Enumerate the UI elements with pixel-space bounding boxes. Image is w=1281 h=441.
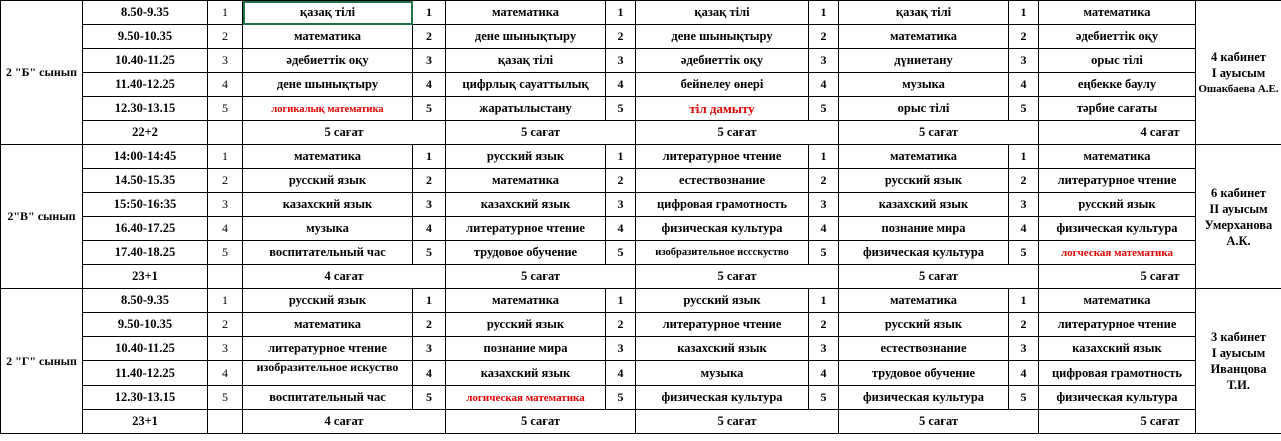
lesson-number-cell[interactable]: 1 [208,289,243,313]
lesson-number-cell[interactable]: 5 [606,97,636,121]
lesson-number-cell[interactable]: 4 [413,73,446,97]
lesson-number-cell[interactable]: 2 [809,313,839,337]
lesson-number-cell[interactable]: 3 [809,337,839,361]
lesson-number-cell[interactable]: 4 [606,73,636,97]
lesson-number-cell[interactable]: 3 [208,49,243,73]
subject-cell[interactable]: қазақ тілі [839,1,1009,25]
subject-cell[interactable]: русский язык [243,289,413,313]
subject-cell[interactable]: қазақ тілі [636,1,809,25]
lesson-number-cell[interactable]: 5 [606,386,636,410]
lesson-number-cell[interactable]: 4 [413,361,446,386]
subject-cell[interactable] [1039,241,1196,265]
subject-cell[interactable]: казахский язык [839,193,1009,217]
lesson-number-cell[interactable]: 4 [809,361,839,386]
lesson-number-cell[interactable]: 1 [413,1,446,25]
lesson-number-cell[interactable]: 3 [809,193,839,217]
subject-cell[interactable]: казахский язык [446,193,606,217]
subject-cell[interactable]: русский язык [839,169,1009,193]
shift-label: II ауысым [1209,201,1268,216]
subject-cell[interactable]: изобразительное искуство [243,361,413,386]
time-cell[interactable]: 17.40-18.25 [83,241,208,265]
subject-cell[interactable]: цифровая грамотность [636,193,809,217]
time-cell[interactable]: 10.40-11.25 [83,49,208,73]
subject-cell[interactable]: русский язык [243,169,413,193]
subject-cell[interactable] [446,386,606,410]
subject-cell[interactable]: литературное чтение [636,145,809,169]
lesson-number-cell[interactable]: 1 [208,145,243,169]
subject-cell[interactable]: дене шынықтыру [446,25,606,49]
lesson-number-cell[interactable]: 5 [413,241,446,265]
lesson-number-cell[interactable]: 5 [208,241,243,265]
subject-cell[interactable]: дене шынықтыру [243,73,413,97]
subject-cell[interactable]: математика [243,313,413,337]
shift-label: I ауысым [1211,346,1266,360]
subject-cell[interactable]: литературное чтение [446,217,606,241]
room-label: 3 кабинет [1211,330,1266,344]
lesson-number-cell[interactable]: 2 [606,169,636,193]
empty-cell[interactable] [208,265,243,289]
day-total-cell[interactable]: 4 сағат [1039,121,1281,145]
time-cell[interactable]: 15:50-16:35 [83,193,208,217]
lesson-number-cell[interactable]: 1 [1009,289,1039,313]
subject-cell[interactable]: қазақ тілі [446,49,606,73]
subject-cell[interactable]: физическая культура [636,217,809,241]
subject-cell[interactable]: математика [446,169,606,193]
day-total-cell[interactable]: 5 сағат [243,121,446,145]
time-cell[interactable]: 11.40-12.25 [83,361,208,386]
class-name-cell[interactable]: 2"В" сынып [1,145,83,289]
totals-row [1,121,1281,145]
table-row [1,289,1281,313]
lesson-number-cell[interactable]: 2 [208,25,243,49]
subject-cell[interactable]: казахский язык [446,361,606,386]
lesson-number-cell[interactable]: 4 [1009,361,1039,386]
subject-cell[interactable]: математика [446,1,606,25]
day-total-cell[interactable]: 5 сағат [446,121,636,145]
highlighted-subject: логческая математика [1060,247,1174,259]
lesson-number-cell[interactable]: 4 [1009,73,1039,97]
lesson-number-cell[interactable]: 3 [413,193,446,217]
totals-row [1,265,1281,289]
highlighted-subject: логикалық математика [271,104,384,115]
time-cell[interactable]: 8.50-9.35 [83,1,208,25]
subject-cell[interactable]: әдебиеттік оқу [636,49,809,73]
subject-cell[interactable]: физическая культура [1039,217,1196,241]
subject-cell[interactable]: математика [1039,289,1196,313]
lesson-number-cell[interactable]: 5 [606,241,636,265]
subject-cell[interactable]: познание мира [839,217,1009,241]
table-row [1,361,1281,386]
subject-cell[interactable]: литературное чтение [1039,313,1196,337]
day-total-cell[interactable]: 4 сағат [243,265,446,289]
subject-cell[interactable]: әдебиеттік оқу [243,49,413,73]
lesson-number-cell[interactable]: 4 [208,73,243,97]
empty-cell[interactable] [208,410,243,434]
lesson-number-cell[interactable]: 3 [809,49,839,73]
subject-cell[interactable]: естествознание [839,337,1009,361]
subject-cell[interactable] [243,97,413,121]
lesson-number-cell[interactable]: 1 [413,289,446,313]
subject-cell[interactable]: литературное чтение [1039,169,1196,193]
subject-cell[interactable]: математика [1039,1,1196,25]
highlighted-subject: тіл дамыту [689,100,755,116]
lesson-number-cell[interactable]: 3 [606,49,636,73]
room-label: 6 кабинет [1211,185,1266,200]
teacher-initials-label: А.К. [1226,233,1251,248]
table-row [1,1,1281,25]
lesson-number-cell[interactable]: 1 [208,1,243,25]
lesson-number-cell[interactable]: 1 [809,1,839,25]
subject-cell[interactable]: математика [243,145,413,169]
subject-cell[interactable]: математика [839,25,1009,49]
subject-cell[interactable]: трудовое обучение [446,241,606,265]
lesson-number-cell[interactable]: 3 [208,337,243,361]
lesson-number-cell[interactable]: 2 [1009,25,1039,49]
subject-cell[interactable]: орыс тілі [1039,49,1196,73]
lesson-number-cell[interactable]: 2 [606,313,636,337]
day-total-cell[interactable]: 5 сағат [1039,410,1281,434]
subject-cell[interactable]: математика [1039,145,1196,169]
time-cell[interactable]: 9.50-10.35 [83,25,208,49]
subject-cell[interactable]: музыка [839,73,1009,97]
lesson-number-cell[interactable]: 2 [606,25,636,49]
time-cell[interactable]: 10.40-11.25 [83,337,208,361]
total-hours-cell[interactable]: 23+1 [83,410,208,434]
lesson-number-cell[interactable]: 2 [1009,169,1039,193]
lesson-number-cell[interactable]: 2 [809,169,839,193]
lesson-number-cell[interactable]: 1 [1009,145,1039,169]
lesson-number-cell[interactable]: 3 [413,337,446,361]
lesson-number-cell[interactable]: 1 [809,289,839,313]
lesson-number-cell[interactable]: 4 [208,361,243,386]
subject-cell[interactable]: еңбекке баулу [1039,73,1196,97]
lesson-number-cell[interactable]: 1 [606,1,636,25]
table-row [1,217,1281,241]
subject-cell[interactable]: бейнелеу өнері [636,73,809,97]
subject-cell[interactable]: қазақ тілі [243,1,413,25]
subject-cell[interactable]: музыка [636,361,809,386]
lesson-number-cell[interactable]: 1 [606,145,636,169]
table-row [1,73,1281,97]
subject-cell[interactable]: физическая культура [839,386,1009,410]
subject-cell[interactable]: воспитательный час [243,241,413,265]
time-cell[interactable]: 16.40-17.25 [83,217,208,241]
subject-cell[interactable]: тәрбие сағаты [1039,97,1196,121]
lesson-number-cell[interactable]: 1 [1009,1,1039,25]
table-row [1,193,1281,217]
shift-label: I ауысым [1211,65,1266,80]
time-cell[interactable]: 12.30-13.15 [83,386,208,410]
time-cell[interactable]: 11.40-12.25 [83,73,208,97]
lesson-number-cell[interactable]: 4 [809,73,839,97]
subject-cell[interactable]: русский язык [446,313,606,337]
lesson-number-cell[interactable]: 4 [413,217,446,241]
lesson-number-cell[interactable]: 2 [413,169,446,193]
subject-cell[interactable]: русский язык [446,145,606,169]
day-total-cell[interactable]: 5 сағат [446,410,636,434]
day-total-cell[interactable]: 5 сағат [839,410,1039,434]
table-row [1,145,1281,169]
time-cell[interactable]: 14.50-15.35 [83,169,208,193]
subject-cell[interactable]: математика [839,289,1009,313]
lesson-number-cell[interactable]: 5 [809,386,839,410]
subject-cell[interactable]: казахский язык [1039,337,1196,361]
subject-cell[interactable]: физическая культура [839,241,1009,265]
table-row [1,97,1281,121]
lesson-number-cell[interactable]: 2 [208,313,243,337]
lesson-number-cell[interactable]: 2 [413,313,446,337]
day-total-cell[interactable]: 5 сағат [446,265,636,289]
lesson-number-cell[interactable]: 3 [606,193,636,217]
lesson-number-cell[interactable]: 2 [208,169,243,193]
lesson-number-cell[interactable]: 3 [606,337,636,361]
lesson-number-cell[interactable]: 5 [809,97,839,121]
subject-cell[interactable]: математика [446,289,606,313]
lesson-number-cell[interactable]: 5 [1009,386,1039,410]
subject-cell[interactable]: дене шынықтыру [636,25,809,49]
table-row [1,241,1281,265]
table-row [1,386,1281,410]
subject-cell[interactable]: литературное чтение [243,337,413,361]
teacher-label: Иванцова [1210,362,1267,376]
subject-cell[interactable]: литературное чтение [636,313,809,337]
class-name-cell[interactable]: 2 "Г" сынып [1,289,83,434]
subject-cell[interactable]: физическая культура [636,386,809,410]
day-total-cell[interactable]: 4 сағат [243,410,446,434]
lesson-number-cell[interactable]: 5 [208,97,243,121]
room-label: 4 кабинет [1211,49,1266,64]
subject-cell[interactable]: математика [243,25,413,49]
class-name-cell[interactable]: 2 "Б" сынып [1,1,83,145]
lesson-number-cell[interactable]: 3 [1009,193,1039,217]
subject-cell[interactable]: жаратылыстану [446,97,606,121]
lesson-number-cell[interactable]: 3 [1009,49,1039,73]
subject-cell[interactable]: воспитательный час [243,386,413,410]
subject-cell[interactable]: трудовое обучение [839,361,1009,386]
lesson-number-cell[interactable]: 1 [413,145,446,169]
lesson-number-cell[interactable]: 2 [1009,313,1039,337]
subject-cell[interactable]: физическая культура [1039,386,1196,410]
subject-cell[interactable]: русский язык [1039,193,1196,217]
lesson-number-cell[interactable]: 4 [606,217,636,241]
lesson-number-cell[interactable]: 3 [413,49,446,73]
subject-cell[interactable] [636,97,809,121]
subject-cell[interactable]: цифрлық сауаттылық [446,73,606,97]
time-cell[interactable]: 14:00-14:45 [83,145,208,169]
time-cell[interactable]: 9.50-10.35 [83,313,208,337]
table-row [1,169,1281,193]
empty-cell[interactable] [208,121,243,145]
lesson-number-cell[interactable]: 1 [809,145,839,169]
subject-cell[interactable]: казахский язык [636,337,809,361]
lesson-number-cell[interactable]: 3 [1009,337,1039,361]
subject-cell[interactable]: математика [839,145,1009,169]
subject-cell[interactable]: дүниетану [839,49,1009,73]
total-hours-cell[interactable]: 23+1 [83,265,208,289]
teacher-label: Умерханова [1204,217,1273,232]
lesson-number-cell[interactable]: 4 [809,217,839,241]
day-total-cell[interactable]: 5 сағат [839,265,1039,289]
subject-cell[interactable]: изобразительное иссскуство [636,241,809,265]
totals-row [1,410,1281,434]
day-total-cell[interactable]: 5 сағат [636,410,839,434]
highlighted-subject: логическая математика [466,392,585,404]
table-row [1,25,1281,49]
lesson-number-cell[interactable]: 3 [208,193,243,217]
lesson-number-cell[interactable]: 5 [208,386,243,410]
lesson-number-cell[interactable]: 5 [1009,97,1039,121]
teacher-initials-label: Т.И. [1226,378,1251,392]
subject-cell[interactable]: русский язык [636,289,809,313]
lesson-number-cell[interactable]: 2 [413,25,446,49]
subject-cell[interactable]: познание мира [446,337,606,361]
lesson-number-cell[interactable]: 5 [413,97,446,121]
lesson-number-cell[interactable]: 4 [606,361,636,386]
subject-cell[interactable]: орыс тілі [839,97,1009,121]
lesson-number-cell[interactable]: 4 [1009,217,1039,241]
lesson-number-cell[interactable]: 5 [413,386,446,410]
day-total-cell[interactable]: 5 сағат [1039,265,1281,289]
table-row [1,49,1281,73]
time-cell[interactable]: 12.30-13.15 [83,97,208,121]
subject-cell[interactable]: әдебиеттік оқу [1039,25,1196,49]
lesson-number-cell[interactable]: 5 [809,241,839,265]
lesson-number-cell[interactable]: 1 [606,289,636,313]
time-cell[interactable]: 8.50-9.35 [83,289,208,313]
lesson-number-cell[interactable]: 4 [208,217,243,241]
day-total-cell[interactable]: 5 сағат [636,265,839,289]
subject-cell[interactable]: русский язык [839,313,1009,337]
teacher-label: Ошакбаева А.Е. [1198,82,1279,95]
lesson-number-cell[interactable]: 5 [1009,241,1039,265]
lesson-number-cell[interactable]: 2 [809,25,839,49]
subject-cell[interactable]: цифровая грамотность [1039,361,1196,386]
subject-cell[interactable]: естествознание [636,169,809,193]
total-hours-cell[interactable]: 22+2 [83,121,208,145]
subject-cell[interactable]: музыка [243,217,413,241]
subject-cell[interactable]: казахский язык [243,193,413,217]
day-total-cell[interactable]: 5 сағат [636,121,839,145]
day-total-cell[interactable]: 5 сағат [839,121,1039,145]
table-row [1,313,1281,337]
table-row [1,337,1281,361]
